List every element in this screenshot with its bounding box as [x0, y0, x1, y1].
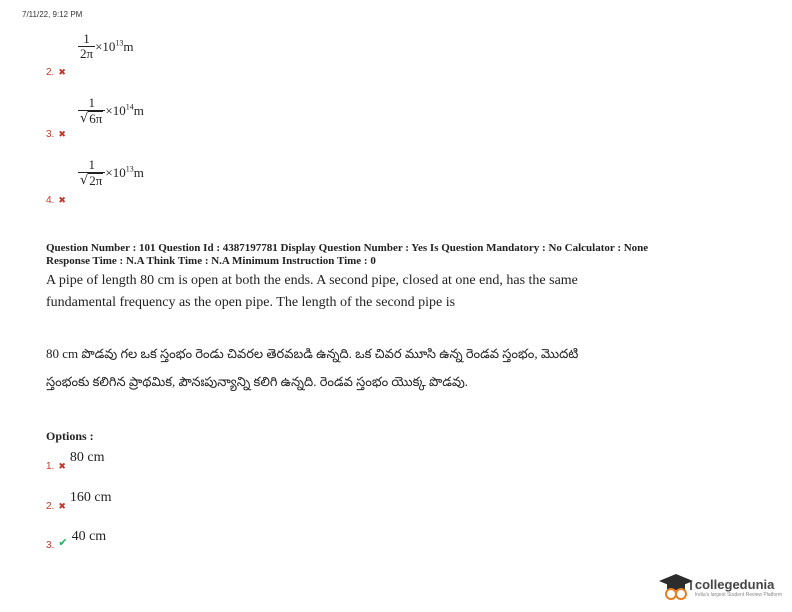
denominator: 2π [89, 173, 103, 188]
logo-name: collegedunia [694, 576, 775, 592]
numerator: 1 [88, 95, 95, 110]
exponent: 14 [125, 102, 134, 112]
wrong-icon: ✖ [58, 196, 66, 206]
fraction [78, 96, 105, 126]
sqrt-icon: √ [80, 111, 89, 126]
times-sign: × [105, 165, 113, 181]
option-text: 40 cm [71, 529, 107, 544]
unit: m [133, 103, 144, 119]
option-number: 3. [46, 540, 55, 551]
denominator: 6π [89, 111, 103, 126]
question-text-telugu: 80 cm పొడవు గల ఒక స్తంభం రెండు చివరల తెరవబడి ఉన్నది. ఒక చివర మూసి ఉన్న రెండవ స్తంభం, మొదటి స్తంభంకు కలిగిన ప్రాథమిక, పౌనఃపున్యాన్ని కలిగి ఉన్నది. రెండవ స్తంభం యొక్క పొడవు. [46, 346, 579, 389]
option-number: 2. [46, 501, 55, 512]
question-meta-line-2: Response Time : N.A Think Time : N.A Minimum Instruction Time : 0 [46, 255, 376, 267]
numerator: 1 [88, 157, 95, 172]
option-text: 80 cm [69, 450, 105, 465]
unit: m [123, 38, 134, 54]
fraction [78, 158, 105, 188]
unit: m [133, 165, 144, 181]
times-sign: × [95, 38, 103, 54]
sqrt-icon: √ [80, 173, 89, 188]
option-text: 160 cm [69, 490, 112, 505]
times-sign: × [105, 103, 113, 119]
exponent: 13 [125, 164, 134, 174]
option-number: 1. [46, 461, 55, 472]
numerator: 1 [83, 31, 90, 46]
prev-option-3-label: 3. ✖ [46, 129, 66, 140]
wrong-icon: ✖ [58, 130, 66, 140]
wrong-icon: ✖ [58, 462, 66, 472]
question-meta-line-1: Question Number : 101 Question Id : 4387197781 Display Question Number : Yes Is Question Mandatory : No Calculator : None [46, 242, 649, 254]
wrong-icon: ✖ [58, 68, 66, 78]
correct-check-icon: ✔ [58, 536, 68, 549]
denominator: 2π [80, 46, 94, 61]
option-2[interactable] [46, 488, 112, 512]
logo-tagline: India's largest Student Review Platform [694, 591, 782, 598]
fraction [78, 32, 95, 61]
prev-option-4-expression: 1 √ 2π $\times 10^{13}m$ [80, 157, 144, 188]
print-timestamp: 7/11/22, 9:12 PM [22, 10, 83, 19]
wrong-icon: ✖ [58, 502, 66, 512]
option-1[interactable] [46, 448, 105, 472]
question-meta [46, 242, 746, 268]
prev-option-2-label: 2. ✖ [46, 67, 66, 78]
prev-option-2-expression: $\frac{1}{2\pi}$ $\times 10^{13}m$ [80, 31, 134, 61]
graduate-cap-icon [657, 572, 695, 602]
question-text-english: A pipe of length 80 cm is open at both the ends. A second pipe, closed at one end, has the same fundamental frequency as the open pipe. The length of the second pipe is [46, 273, 578, 310]
option-3[interactable] [46, 527, 107, 551]
collegedunia-logo [657, 572, 782, 602]
prev-option-3-expression: 1 √ 6π $\times 10^{14}m$ [80, 95, 144, 126]
options-label: Options : [46, 429, 94, 443]
exponent: 13 [115, 38, 124, 48]
prev-option-4-label: 4. ✖ [46, 195, 66, 206]
